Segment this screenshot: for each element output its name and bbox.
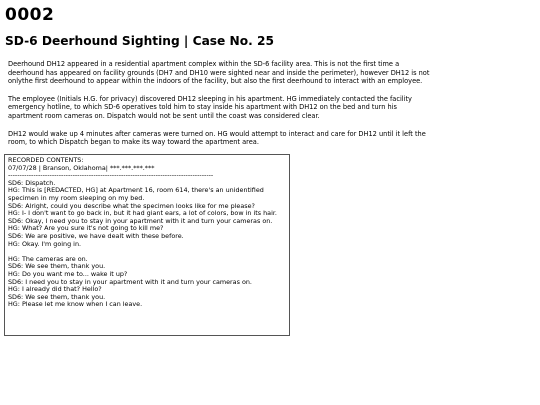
transcript-line: SD6: I need you to stay in your apartment with it and turn your cameras on. [8, 277, 252, 286]
transcript-line: SD6: Dispatch. [8, 178, 56, 187]
transcript-line: HG: This is [REDACTED, HG] at Apartment 16, room 614, there's an unidentified specimen in my room sleeping on my bed. [8, 186, 266, 202]
case-description [8, 60, 433, 156]
transcript-line: SD6: We see them, thank you. [8, 262, 106, 271]
transcript-meta: 07/07/28 | Branson, Oklahoma| ***.***.***.*** [8, 163, 155, 172]
transcript-line: HG: The cameras are on. [8, 254, 88, 263]
recorded-contents-box [4, 154, 290, 336]
transcript-header: RECORDED CONTENTS: [8, 156, 84, 164]
page-number: 0002 [5, 5, 55, 25]
transcript-line: SD6: We see them, thank you. [8, 292, 106, 301]
transcript-line: HG: What? Are you sure it's not going to kill me? [8, 224, 164, 233]
transcript-line: SD6: Alright, could you describe what the specimen looks like for me please? [8, 201, 255, 210]
transcript-line: HG: Please let me know when I can leave. [8, 300, 143, 309]
paragraph-intro: Deerhound DH12 appeared in a residential apartment complex within the SD-6 facility area. This is not the first time a deerhound has appeared on facility grounds (DH7 and DH10 were sighted near and inside the perimeter), however DH12 is not onlythe first deerhound to appear within the indoors of the facility, but also the first deerhound to interact with an employee. [8, 60, 430, 86]
transcript-line: HG: Okay. I'm going in. [8, 239, 82, 248]
transcript-line: HG: I- I don't want to go back in, but it had giant ears, a lot of colors, bow in its hair. [8, 209, 277, 218]
transcript-divider: ----------------------------------------------------------------------------------------- [8, 172, 214, 180]
paragraph-outcome: DH12 would wake up 4 minutes after cameras were turned on. HG would attempt to interact and care for DH12 until it left the room, to which Dispatch began to make its way toward the apartment area. [8, 129, 426, 147]
case-title: SD-6 Deerhound Sighting | Case No. 25 [5, 34, 274, 48]
paragraph-discovery: The employee (Initials H.G. for privacy) discovered DH12 sleeping in his apartment. HG immediately contacted the facility emergency hotline, to which SD-6 operatives told him to stay inside his apartment with DH12 on the bed and turn his apartment room cameras on. Dispatch would not be sent until the coast was considered clear. [8, 94, 412, 120]
transcript-line: SD6: We are positive, we have dealt with these before. [8, 231, 184, 240]
transcript-line: SD6: Okay, I need you to stay in your apartment with it and turn your cameras on. [8, 216, 273, 225]
transcript-line: HG: Do you want me to... wake it up? [8, 269, 128, 278]
transcript-line: HG: I already did that? Hello? [8, 285, 102, 294]
